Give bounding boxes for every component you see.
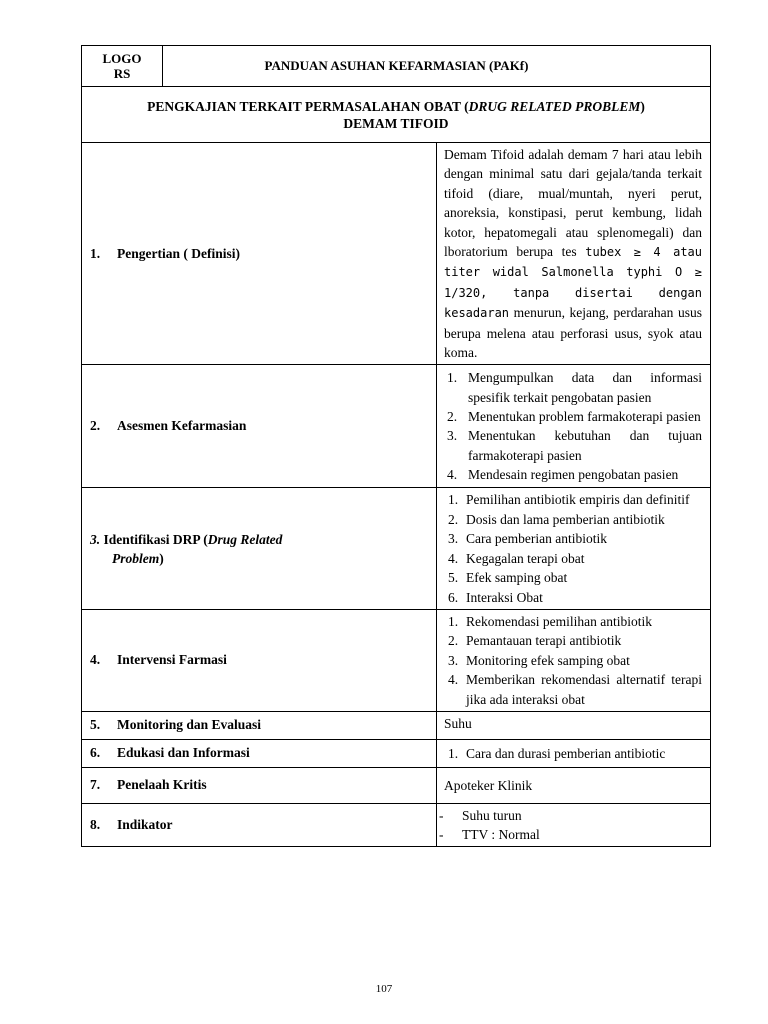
list-item-text: Mengumpulkan data dan informasi spesifik terkait pengobatan pasien	[468, 370, 702, 405]
row-number: 5.	[90, 717, 101, 733]
value-indikator	[437, 803, 711, 846]
list-item	[444, 407, 702, 426]
row-number: 1.	[90, 245, 101, 261]
subtitle-row	[82, 87, 711, 143]
list-item-text: Interaksi Obat	[466, 589, 543, 605]
label-penelaah	[82, 767, 437, 803]
row-label-italic: Drug Related	[207, 531, 283, 547]
value-intervensi	[437, 609, 711, 711]
section-heading	[82, 87, 711, 143]
heading-part: )	[640, 98, 645, 114]
list-item-text: Monitoring efek samping obat	[466, 652, 630, 668]
list-marker: 4.	[448, 550, 459, 566]
row-definisi	[82, 143, 711, 365]
list-item-text: Kegagalan terapi obat	[466, 550, 585, 566]
page-number: 107	[375, 983, 393, 995]
list-marker: 1.	[447, 370, 458, 386]
intervensi-list	[444, 612, 702, 709]
definition-text: Demam Tifoid adalah demam 7 hari atau lebih dengan minimal satu dari gejala/tanda terkait tifoid (diare, mual/muntah, nyeri perut, anoreksia, konstipasi, perut kembung, lidah kotor, hepatomegali atau splenomegali) dan lboratorium berupa tes	[444, 147, 702, 260]
row-label: Asesmen Kefarmasian	[117, 418, 247, 434]
value-monitoring: Suhu	[437, 711, 711, 739]
list-item	[444, 568, 702, 587]
pakf-table	[81, 45, 711, 847]
row-label: Monitoring dan Evaluasi	[117, 717, 262, 733]
list-marker: 2.	[448, 511, 459, 527]
row-indikator	[82, 803, 711, 846]
row-label: Indikator	[117, 816, 173, 832]
list-item	[444, 529, 702, 548]
list-item	[444, 490, 702, 509]
list-marker: 5.	[448, 570, 459, 586]
list-item-text: Pemilihan antibiotik empiris dan definitif	[466, 492, 690, 508]
list-item-text: Rekomendasi pemilihan antibiotik	[466, 613, 652, 629]
list-item-text: Efek samping obat	[466, 570, 568, 586]
heading-disease: DEMAM TIFOID	[343, 115, 449, 131]
heading-part: PENGKAJIAN TERKAIT PERMASALAHAN OBAT (	[147, 98, 469, 114]
value-edukasi	[437, 739, 711, 767]
label-monitoring	[82, 711, 437, 739]
row-label-close: )	[159, 550, 164, 566]
row-number: 7.	[90, 777, 101, 793]
list-marker: 4.	[447, 467, 458, 483]
header-row	[82, 46, 711, 87]
definition-text-end: menurun, kejang, perdarahan usus berupa melena atau perforasi usus, syok atau koma.	[444, 305, 702, 361]
logo-rs	[82, 46, 163, 87]
list-item-text: Pemantauan terapi antibiotik	[466, 633, 622, 649]
list-item	[444, 510, 702, 529]
list-item-text: Memberikan rekomendasi alternatif terapi jika ada interaksi obat	[466, 672, 702, 707]
row-penelaah	[82, 767, 711, 803]
row-edukasi	[82, 739, 711, 767]
row-label: Identifikasi DRP (	[103, 531, 208, 547]
list-item	[444, 368, 702, 407]
document-title: PANDUAN ASUHAN KEFARMASIAN (PAKf)	[163, 46, 711, 87]
logo-line2: RS	[113, 66, 131, 81]
row-number: 3.	[90, 531, 101, 547]
row-asesmen	[82, 365, 711, 488]
list-item-text: Suhu turun	[462, 807, 522, 823]
row-intervensi	[82, 609, 711, 711]
row-identifikasi-drp	[82, 488, 711, 609]
list-marker: 1.	[448, 492, 459, 508]
list-item	[439, 825, 702, 844]
label-identifikasi-drp	[82, 488, 437, 609]
label-indikator	[82, 803, 437, 846]
list-marker: 2.	[448, 633, 459, 649]
label-intervensi	[82, 609, 437, 711]
list-marker: 4.	[448, 672, 459, 688]
label-asesmen	[82, 365, 437, 488]
row-number: 4.	[90, 652, 101, 668]
value-penelaah: Apoteker Klinik	[437, 767, 711, 803]
logo-line1: LOGO	[102, 51, 142, 66]
label-definisi	[82, 143, 437, 365]
list-marker: 1.	[448, 745, 459, 761]
row-label: Intervensi Farmasi	[117, 652, 227, 668]
row-number: 2.	[90, 418, 101, 434]
edukasi-list	[444, 744, 702, 763]
list-item-text: Cara dan durasi pemberian antibiotic	[466, 745, 666, 761]
list-item	[444, 651, 702, 670]
definition-criteria: tubex ≥ 4 atau titer widal Salmonella typhi O ≥ 1/320, tanpa disertai dengan kesadaran	[444, 245, 702, 321]
indikator-list	[439, 806, 702, 844]
row-monitoring	[82, 711, 711, 739]
list-item	[444, 465, 702, 484]
value-asesmen	[437, 365, 711, 488]
list-item-text: Menentukan problem farmakoterapi pasien	[468, 409, 701, 425]
list-marker: 3.	[447, 428, 458, 444]
list-item	[439, 806, 702, 825]
list-marker: 3.	[448, 531, 459, 547]
dash-marker: -	[439, 807, 444, 823]
list-item	[444, 426, 702, 465]
list-item	[444, 670, 702, 709]
list-marker: 6.	[448, 589, 459, 605]
asesmen-list	[444, 368, 702, 484]
row-label: Pengertian ( Definisi)	[117, 245, 240, 261]
list-marker: 1.	[448, 613, 459, 629]
list-item	[444, 631, 702, 650]
list-item-text: Menentukan kebutuhan dan tujuan farmakoterapi pasien	[468, 428, 702, 463]
row-number: 6.	[90, 745, 101, 761]
row-label-italic: Problem	[112, 550, 160, 566]
value-definisi	[437, 143, 711, 365]
list-marker: 2.	[447, 409, 458, 425]
dash-marker: -	[439, 826, 444, 842]
list-item	[444, 612, 702, 631]
row-label: Edukasi dan Informasi	[117, 745, 250, 761]
row-number: 8.	[90, 816, 101, 832]
list-item	[444, 549, 702, 568]
list-marker: 3.	[448, 652, 459, 668]
list-item	[444, 588, 702, 607]
list-item	[444, 744, 702, 763]
list-item-text: Dosis dan lama pemberian antibiotik	[466, 511, 665, 527]
list-item-text: TTV : Normal	[462, 826, 540, 842]
row-label: Penelaah Kritis	[117, 777, 207, 793]
list-item-text: Mendesain regimen pengobatan pasien	[468, 467, 679, 483]
list-item-text: Cara pemberian antibiotik	[466, 531, 607, 547]
value-identifikasi-drp	[437, 488, 711, 609]
drp-list	[444, 490, 702, 606]
label-edukasi	[82, 739, 437, 767]
heading-italic: DRUG RELATED PROBLEM	[468, 98, 641, 114]
